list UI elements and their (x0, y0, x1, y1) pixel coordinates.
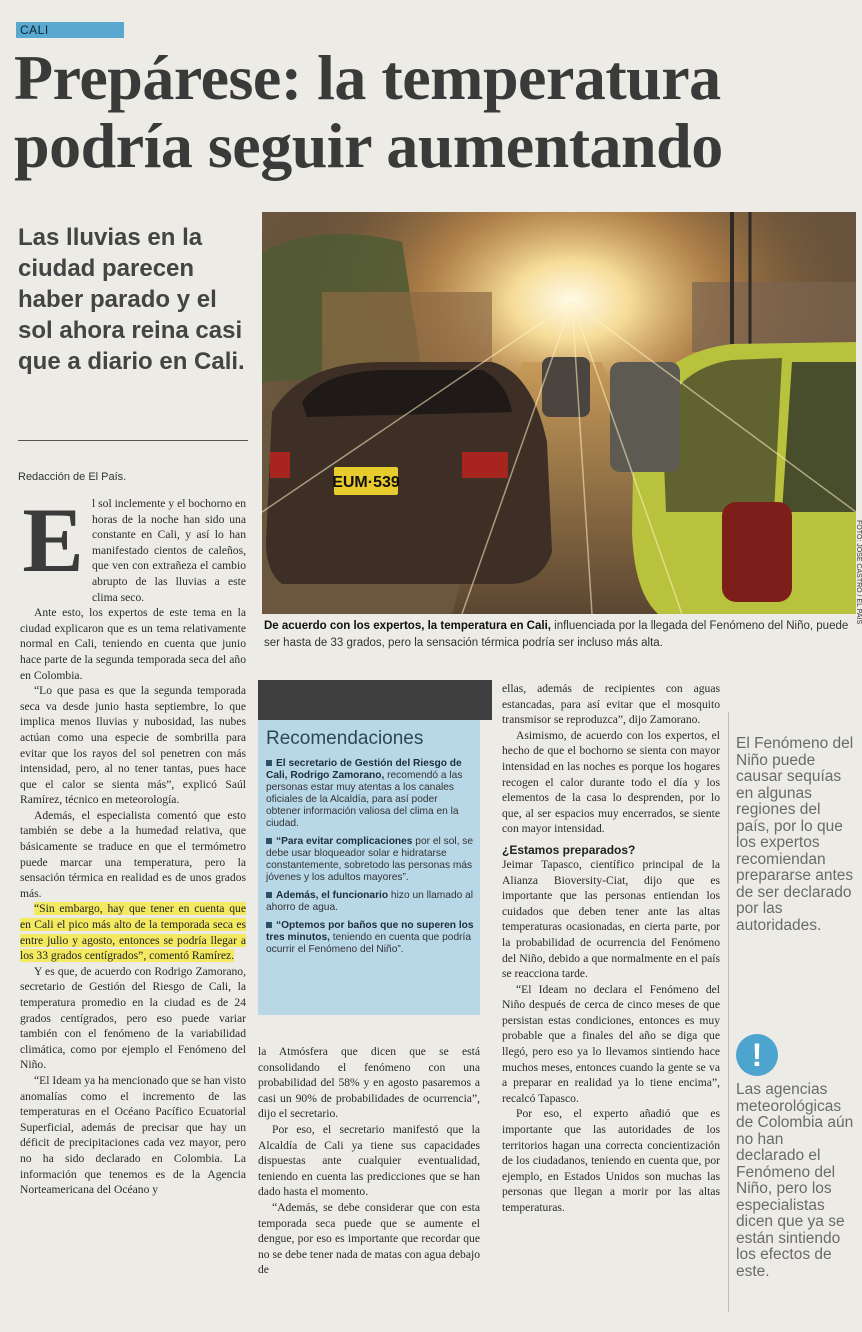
paragraph: Ante esto, los expertos de este tema en la ciudad explicaron que es un tema relativamente normal en Cali, teniendo en cuenta que junio hace parte de la segunda temporada seca del año en Colombia. (20, 606, 246, 682)
article-column-3 (258, 1044, 480, 1278)
paragraph: l sol inclemente y el bochorno en horas de la noche han sido una constante en Cali, y así lo han manifestado cientos de caleños, que ven con extrañeza el cambio abrupto de las lluvias a este clima seco. (92, 497, 246, 604)
box-title: Recomendaciones (266, 728, 424, 749)
paragraph: Por eso, el secretario manifestó que la Alcaldía de Cali ya tiene sus capacidades dispuestas ante cualquier eventualidad, teniendo en cuenta las predicciones que se han dado hasta el momento. (258, 1122, 480, 1199)
sidebar-note-2: Las agencias meteorológicas de Colombia aún no han declarado el Fenómeno del Niño, pero los especialistas dicen que ya se están sintiendo los efectos de este. (736, 1081, 854, 1280)
highlighted-quote (20, 901, 246, 963)
box-item: “Optemos por baños que no superen los tres minutos, teniendo en cuenta que podría ocurrir el Fenómeno del Niño”. (266, 920, 474, 955)
paragraph: “Lo que pasa es que la segunda temporada seca va desde junio hasta septiembre, lo que implica menos lluvias y nubosidad, las nubes actúan como una especie de sombrilla para evitar que los rayos del sol penetren con más intensidad, pero, al no tener tantas, pues hace que el calor se sienta más”, explicó Saúl Ramírez, técnico en meteorología. (20, 684, 246, 807)
box-item: Además, el funcionario hizo un llamado al ahorro de agua. (266, 890, 474, 913)
photo-caption (264, 618, 854, 652)
paragraph: Asimismo, de acuerdo con los expertos, el hecho de que el bochorno se sienta con mayor intensidad en las noches es porque los hogares recogen el calor durante todo el día y los elementos de la casa lo desprenden, por lo que, al ser espacios muy encerrados, se siente con mayor intensidad. (502, 728, 720, 836)
paragraph: Jeimar Tapasco, científico principal de la Alianza Bioversity-Ciat, dijo que es importante que las personas entiendan los cuidados que deben tener ante las altas temperaturas ocasionadas, en cierta parte, por la probabilidad de ocurrencia del Fenómeno del Niño, debido a que normalmente en el país se reacciona tarde. (502, 857, 720, 981)
bullet-icon (266, 922, 272, 928)
paragraph: “El Ideam ya ha mencionado que se han visto anomalías como el incremento de las temperaturas en el Océano Pacífico Ecuatorial Superficial, además de precisar que hay un déficit de precipitaciones cada vez mayor, pero no ha sido declarado en Colombia. La información que tenemos es de la Agencia Norteamericana del Océano y (20, 1073, 246, 1197)
paragraph: ellas, además de recipientes con aguas estancadas, para así evitar que el mosquito transmisor se reproduzca”, dijo Zamorano. (502, 682, 720, 727)
dark-sedan (266, 362, 552, 584)
dek: Las lluvias en la ciudad parecen haber parado y el sol ahora reina casi que a diario en Cali. (18, 224, 245, 375)
sidebar-note-1: El Fenómeno del Niño puede causar sequías en algunas regiones del país, por lo que los expertos recomiendan prepararse antes de ser declarado por las autoridades. (736, 735, 854, 934)
svg-text:EUM·539: EUM·539 (332, 474, 400, 491)
paragraph: “El Ideam no declara el Fenómeno del Niño después de cerca de cinco meses de que persistan estas condiciones, entonces es muy probable que a finales del año se diga que llegó, pero eso ya lo llevamos sintiendo hace muchos meses, entonces cuando la gente se va a preparar en realidad ya lo tiene encima”, recalcó Tapasco. (502, 982, 720, 1105)
sidebar-divider (728, 712, 729, 1312)
photo-credit: FOTO: JOSÉ CASTRO / EL PAÍS (855, 520, 862, 625)
article-column-4 (502, 681, 720, 1216)
paragraph: Además, el especialista comentó que esto también se debe a la humedad relativa, que básicamente se traduce en que el termómetro puede marcar una temperatura, pero la sensación térmica en realidad es de unos grados más. (20, 808, 246, 900)
section-tag: CALI (16, 22, 124, 38)
divider (18, 440, 248, 441)
subheading: ¿Estamos preparados? (502, 842, 636, 857)
drop-cap: E (22, 489, 84, 591)
highlight: “Sin embargo, hay que tener en cuenta que en Cali el pico más alto de la temporada seca es entre julio y agosto, entonces se podría llegar a los 33 grados centígrados”, comentó Ramírez. (20, 902, 246, 963)
exclamation-icon: ! (736, 1034, 778, 1076)
box-item: El secretario de Gestión del Riesgo de Cali, Rodrigo Zamorano, recomendó a las personas estar muy atentas a los canales oficiales de la Alcaldía, para así poder obtener información valiosa del clima en la ciudad. (266, 758, 463, 829)
paragraph: Por eso, el experto añadió que es importante que las autoridades de los territorios hagan una correcta concientización de los ciudadanos, teniendo en cuenta que, por ejemplo, en Estados Unidos son muchas las personas que llegan a morir por las altas temperaturas. (502, 1107, 720, 1214)
paragraph: “Además, se debe considerar que con esta temporada seca puede que se aumente el dengue, por eso es importante que recordar que no se debe tener nada de matas con agua debajo de (258, 1200, 480, 1277)
news-photo (262, 212, 856, 614)
caption-text: influenciada por la llegada del Fenómeno del Niño, puede ser hasta de 33 grados, pero la sensación térmica podría ser incluso más alta. (264, 620, 849, 649)
paragraph: Y es que, de acuerdo con Rodrigo Zamorano, secretario de Gestión del Riesgo de Cali, la temperatura promedio en la ciudad es de 24 grados centígrados, pero eso puede variar también con el fenómeno de la variabilidad climática, como por ejemplo el Fenómeno del Niño. (20, 964, 246, 1072)
article-column-1 (20, 489, 246, 1198)
bullet-icon (266, 892, 272, 898)
bullet-icon (266, 760, 272, 766)
paragraph: la Atmósfera que dicen que se está consolidando el fenómeno con una probabilidad del 58% y en agosto pasaremos a casi un 90% de probabilidades de ocurrencia”, dijo el secretario. (258, 1045, 480, 1121)
byline: Redacción de El País. (18, 471, 127, 483)
box-header-bar (258, 680, 492, 720)
caption-lead: De acuerdo con los expertos, la temperatura en Cali, (264, 620, 551, 632)
headline: Prepárese: la temperatura podría seguir aumentando (14, 42, 723, 181)
box-item: “Para evitar complicaciones por el sol, se debe usar bloqueador solar e hidratarse constantemente, sobretodo las personas más jóvenes y los adultos mayores”. (266, 836, 474, 883)
bullet-icon (266, 838, 272, 844)
traffic-sunset-illustration (262, 212, 856, 614)
recommendations-box (258, 720, 480, 1015)
